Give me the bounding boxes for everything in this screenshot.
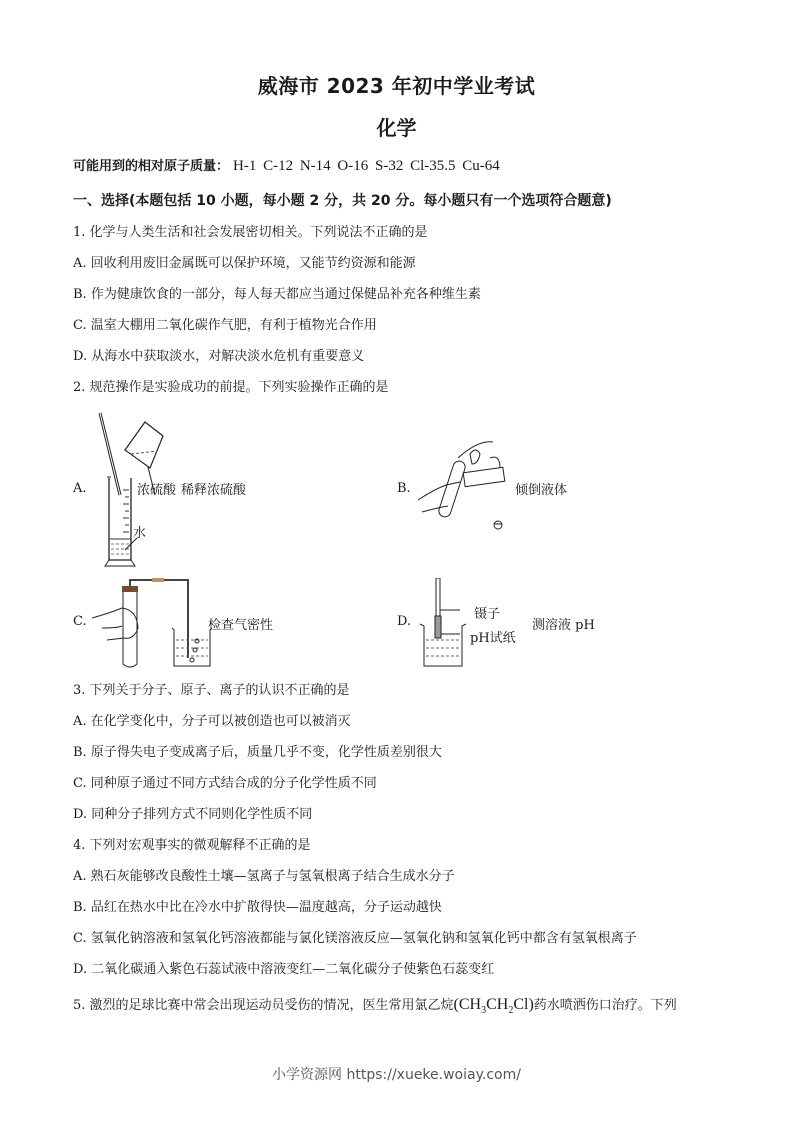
question-1-option-d: D. 从海水中获取淡水，对解决淡水危机有重要意义	[73, 349, 365, 364]
question-4-option-b: B. 品红在热水中比在冷水中扩散得快—温度越高，分子运动越快	[73, 900, 442, 915]
question-4-option-d: D. 二氧化碳通入紫色石蕊试液中溶液变红—二氧化碳分子使紫色石蕊变红	[73, 962, 495, 977]
section-heading: 一、选择(本题包括 10 小题，每小题 2 分，共 20 分。每小题只有一个选项符合题意)	[73, 193, 612, 209]
question-3-option-b: B. 原子得失电子变成离子后，质量几乎不变，化学性质差别很大	[73, 745, 442, 760]
figure-a-caption: 稀释浓硫酸	[181, 483, 247, 498]
figure-a-label-water: 水	[133, 526, 147, 541]
question-3-option-a: A. 在化学变化中，分子可以被创造也可以被消灭	[73, 714, 351, 729]
figure-d-measure-ph	[418, 578, 478, 670]
figure-a-label-conc-acid: 浓硫酸	[137, 483, 177, 498]
question-1-stem: 1. 化学与人类生活和社会发展密切相关。下列说法不正确的是	[73, 225, 428, 240]
question-4-stem: 4. 下列对宏观事实的微观解释不正确的是	[73, 838, 311, 853]
question-5-stem	[73, 996, 677, 1020]
figure-c-letter: C.	[73, 614, 87, 629]
question-3-stem: 3. 下列关于分子、原子、离子的认识不正确的是	[73, 683, 350, 698]
figure-b-caption: 倾倒液体	[515, 483, 568, 498]
atomic-mass-values: H-1 C-12 N-14 O-16 S-32 Cl-35.5 Cu-64	[233, 158, 500, 174]
formula-part: CH	[458, 996, 482, 1013]
atomic-mass-line	[73, 157, 500, 176]
footer-watermark: 小学资源网 https://xueke.woiay.com/	[272, 1067, 521, 1083]
atomic-mass-label: 可能用到的相对原子质量：	[73, 159, 230, 174]
question-5-stem-after: 药水喷洒伤口治疗。下列	[533, 998, 677, 1013]
airtightness-apparatus-icon	[92, 578, 212, 668]
question-1-option-b: B. 作为健康饮食的一部分，每人每天都应当通过保健品补充各种维生素	[73, 287, 481, 302]
question-1-option-c: C. 温室大棚用二氧化碳作气肥，有利于植物光合作用	[73, 318, 377, 333]
question-4-option-a: A. 熟石灰能够改良酸性土壤—氢离子与氢氧根离子结合生成水分子	[73, 869, 455, 884]
figure-c-airtightness	[92, 578, 212, 668]
formula-paren-close: )	[528, 996, 534, 1013]
question-3-option-d: D. 同种分子排列方式不同则化学性质不同	[73, 807, 313, 822]
figure-d-label-ph-paper: pH试纸	[470, 631, 516, 646]
figure-c-caption: 检查气密性	[208, 618, 274, 633]
question-4-option-c: C. 氢氧化钠溶液和氢氧化钙溶液都能与氯化镁溶液反应—氢氧化钠和氢氧化钙中都含有氢氧根离子	[73, 931, 637, 946]
figure-d-letter: D.	[397, 614, 412, 629]
exam-subject: 化学	[376, 116, 417, 140]
figure-a-letter: A.	[73, 481, 87, 496]
figure-b-pour-liquid	[418, 440, 518, 535]
formula-part: Cl	[513, 996, 529, 1013]
ph-test-beaker-icon	[418, 578, 478, 670]
figure-d-caption: 测溶液 pH	[532, 618, 595, 633]
chloroethane-formula	[453, 996, 534, 1017]
exam-title: 威海市 2023 年初中学业考试	[257, 74, 536, 98]
question-2-stem: 2. 规范操作是实验成功的前提。下列实验操作正确的是	[73, 380, 389, 395]
figure-b-letter: B.	[397, 481, 411, 496]
formula-subscript: 3	[481, 1005, 487, 1017]
question-1-option-a: A. 回收利用废旧金属既可以保护环境，又能节约资源和能源	[73, 256, 416, 271]
figure-d-label-tweezers: 镊子	[474, 607, 501, 622]
question-5-stem-before: 5. 激烈的足球比赛中常会出现运动员受伤的情况，医生常用氯乙烷	[73, 998, 454, 1013]
question-3-option-c: C. 同种原子通过不同方式结合成的分子化学性质不同	[73, 776, 377, 791]
formula-subscript: 2	[508, 1005, 514, 1017]
formula-paren-open: (	[453, 996, 459, 1013]
formula-part: CH	[486, 996, 509, 1013]
pouring-test-tube-icon	[418, 440, 518, 535]
